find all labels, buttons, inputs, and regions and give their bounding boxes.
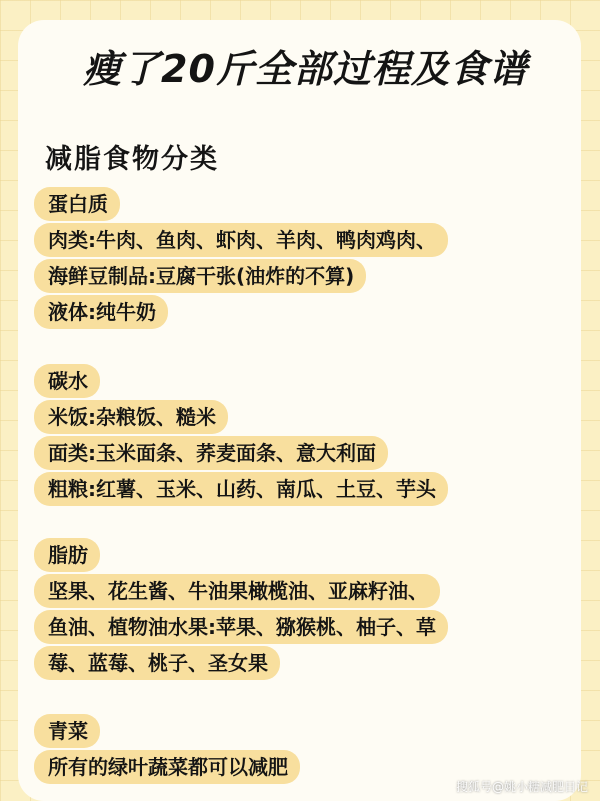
list-item: 肉类:牛肉、鱼肉、虾肉、羊肉、鸭肉鸡肉、	[34, 223, 448, 257]
group-label-protein: 蛋白质	[34, 187, 120, 221]
watermark: 搜狐号@姚小糖减肥日记	[455, 780, 588, 794]
list-item: 莓、蓝莓、桃子、圣女果	[34, 646, 280, 680]
list-item: 粗粮:红薯、玉米、山药、南瓜、土豆、芋头	[34, 472, 448, 506]
list-item: 海鲜豆制品:豆腐干张(油炸的不算)	[34, 259, 366, 293]
list-item: 液体:纯牛奶	[34, 295, 168, 329]
list-item: 所有的绿叶蔬菜都可以减肥	[34, 750, 300, 784]
group-label-fat: 脂肪	[34, 538, 100, 572]
page-title: 瘦了20斤全部过程及食谱	[83, 47, 528, 91]
section-heading: 减脂食物分类	[45, 144, 219, 175]
group-label-vegetables: 青菜	[34, 714, 100, 748]
list-item: 米饭:杂粮饭、糙米	[34, 400, 228, 434]
list-item: 面类:玉米面条、荞麦面条、意大利面	[34, 436, 388, 470]
list-item: 坚果、花生酱、牛油果橄榄油、亚麻籽油、	[34, 574, 440, 608]
group-label-carbs: 碳水	[34, 364, 100, 398]
list-item: 鱼油、植物油水果:苹果、猕猴桃、柚子、草	[34, 610, 448, 644]
content-card	[18, 20, 581, 801]
